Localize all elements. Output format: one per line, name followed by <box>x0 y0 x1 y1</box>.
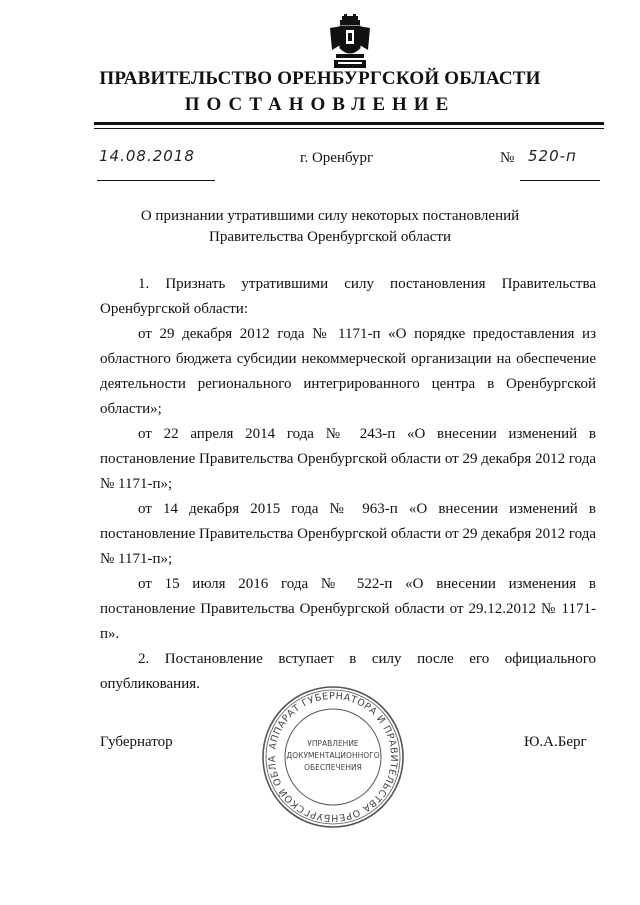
paragraph-2: от 29 декабря 2012 года № 1171-п «О порядке предоставления из областного бюджета субсидии некоммерческой организации на обеспечение деятельности регионального интегрированного центра в Оренбургской области»; <box>100 326 596 417</box>
header-rule-thin <box>94 128 604 129</box>
official-stamp <box>260 684 406 830</box>
subject-line-2: Правительства Оренбургской области <box>209 229 451 245</box>
signer-role: Губернатор <box>100 734 173 750</box>
coat-of-arms-icon <box>328 14 372 70</box>
header-rule-thick <box>94 122 604 125</box>
paragraph-6: 2. Постановление вступает в силу после его официального опубликования. <box>100 651 596 692</box>
paragraph-1: 1. Признать утратившими силу постановления Правительства Оренбургской области: <box>100 276 596 317</box>
government-title: ПРАВИТЕЛЬСТВО ОРЕНБУРГСКОЙ ОБЛАСТИ <box>99 68 541 89</box>
document-type: ПОСТАНОВЛЕНИЕ <box>184 94 456 115</box>
stamp-line-2: ДОКУМЕНТАЦИОННОГО <box>286 751 380 760</box>
stamp-line-3: ОБЕСПЕЧЕНИЯ <box>304 763 362 772</box>
stamp-line-1: УПРАВЛЕНИЕ <box>307 739 359 748</box>
document-body <box>100 272 596 697</box>
signer-name: Ю.А.Берг <box>524 734 587 750</box>
stamp-ring-text: АППАРАТ ГУБЕРНАТОРА И ПРАВИТЕЛЬСТВА ОРЕНБУРГСКОЙ ОБЛА <box>266 690 400 824</box>
paragraph-4: от 14 декабря 2015 года № 963-п «О внесении изменений в постановление Правительства Оренбургской области от 29 декабря 2012 года № 1171-п»; <box>100 501 596 567</box>
document-subject <box>120 206 540 248</box>
paragraph-3: от 22 апреля 2014 года № 243-п «О внесении изменений в постановление Правительства Оренбургской области от 29 декабря 2012 года № 1171-п»; <box>100 426 596 492</box>
document-date: 14.08.2018 <box>99 147 195 165</box>
number-label: № <box>500 150 515 166</box>
subject-line-1: О признании утратившими силу некоторых постановлений <box>140 208 520 224</box>
paragraph-5: от 15 июля 2016 года № 522-п «О внесении изменения в постановление Правительства Оренбургской области от 29.12.2012 № 1171-п». <box>100 576 596 642</box>
city: г. Оренбург <box>300 150 374 166</box>
document-number: 520-п <box>528 147 577 165</box>
